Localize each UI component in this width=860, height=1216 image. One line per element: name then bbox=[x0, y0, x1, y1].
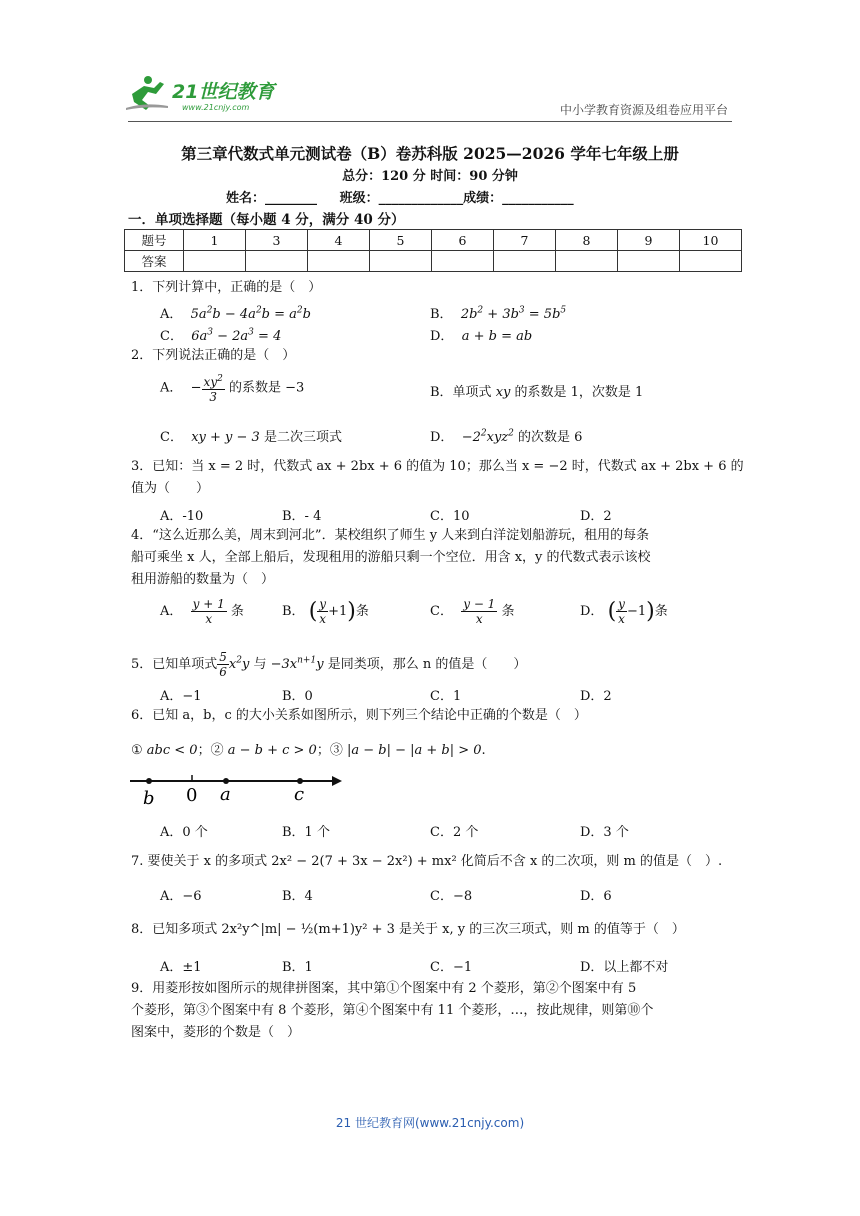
q4-option-d: D． ( $\frac{y}{x}$ −1)条 bbox=[580, 597, 668, 626]
label-0: 0 bbox=[186, 785, 198, 806]
section-heading: 一．单项选择题（每小题 4 分，满分 40 分） bbox=[128, 212, 405, 228]
q2-option-a: A． − $\frac{xy^2}{3}$ 的系数是 −3 bbox=[160, 374, 305, 404]
question-1: 1．下列计算中，正确的是（ ） bbox=[131, 280, 322, 295]
table-cell: 8 bbox=[556, 230, 618, 251]
answer-cell[interactable] bbox=[308, 251, 370, 272]
answer-cell[interactable] bbox=[432, 251, 494, 272]
question-8: 8．已知多项式 2x²y^|m| − ½(m+1)y² + 3 是关于 x, y 的三次三项式，则 m 的值等于（ ） bbox=[131, 922, 685, 937]
table-cell: 6 bbox=[432, 230, 494, 251]
q3-option-d: D．2 bbox=[580, 509, 612, 524]
exam-subtitle: 总分：120 分 时间：90 分钟 bbox=[342, 169, 518, 184]
question-5-tail: 是同类项，那么 n 的值是（ ） bbox=[323, 657, 527, 672]
q5-option-d: D．2 bbox=[580, 689, 612, 704]
answer-cell[interactable] bbox=[184, 251, 246, 272]
table-cell: 题号 bbox=[125, 230, 184, 251]
point-b bbox=[146, 778, 152, 784]
question-4-line-1: 4．“这么近那么美，周末到河北”．某校组织了师生 y 人来到白洋淀划船游玩，租用的每条 bbox=[131, 528, 650, 543]
answer-cell[interactable] bbox=[618, 251, 680, 272]
label-c: c bbox=[294, 784, 305, 805]
table-cell: 10 bbox=[680, 230, 742, 251]
q3-option-a: A．-10 bbox=[160, 509, 204, 524]
q7-option-c: C．−8 bbox=[430, 889, 473, 904]
table-cell: 答案 bbox=[125, 251, 184, 272]
table-cell: 5 bbox=[370, 230, 432, 251]
q5-option-b: B．0 bbox=[282, 689, 313, 704]
q5-option-c: C．1 bbox=[430, 689, 462, 704]
table-cell: 4 bbox=[308, 230, 370, 251]
site-logo bbox=[124, 72, 294, 114]
student-info-line: 姓名：________ 班级：_____________成绩：___________ bbox=[226, 191, 574, 206]
question-9-line-3: 图案中，菱形的个数是（ ） bbox=[131, 1025, 301, 1040]
q2-option-b: B．单项式 xy 的系数是 1，次数是 1 bbox=[430, 385, 644, 400]
label-a: a bbox=[220, 784, 231, 805]
question-9-line-2: 个菱形，第③个图案中有 8 个菱形，第④个图案中有 11 个菱形，…，按此规律，则第⑩个 bbox=[131, 1003, 654, 1018]
table-row bbox=[125, 230, 742, 251]
q6-option-a: A．0 个 bbox=[160, 825, 208, 840]
q2-option-d: D． $-2^2xyz^2$ 的次数是 6 bbox=[430, 428, 583, 445]
table-row bbox=[125, 251, 742, 272]
question-2: 2．下列说法正确的是（ ） bbox=[131, 348, 296, 363]
table-cell: 7 bbox=[494, 230, 556, 251]
question-5: 5．已知单项式 $\frac{5}{6}$ $x^2y$ 与 $-3x^{n+1}y$ 是同类项，那么 n 的值是（ ） bbox=[131, 650, 527, 679]
answer-cell[interactable] bbox=[370, 251, 432, 272]
question-4-line-2: 船可乘坐 x 人，全部上船后，发现租用的游船只剩一个空位．用含 x，y 的代数式表示该校 bbox=[131, 550, 651, 565]
q6-option-c: C．2 个 bbox=[430, 825, 479, 840]
question-6: 6．已知 a，b，c 的大小关系如图所示，则下列三个结论中正确的个数是（ ） bbox=[131, 708, 587, 723]
table-cell: 3 bbox=[246, 230, 308, 251]
q4-option-b: B． ( $\frac{y}{x}$ +1)条 bbox=[282, 597, 369, 626]
answer-cell[interactable] bbox=[246, 251, 308, 272]
table-cell: 1 bbox=[184, 230, 246, 251]
answer-cell[interactable] bbox=[680, 251, 742, 272]
q7-option-a: A．−6 bbox=[160, 889, 202, 904]
q8-option-b: B．1 bbox=[282, 960, 313, 975]
q3-option-c: C．10 bbox=[430, 509, 470, 524]
footer-link[interactable]: 21 世纪教育网(www.21cnjy.com) bbox=[335, 1116, 525, 1130]
q1-option-c: C． $6a^3 - 2a^3 = 4$ bbox=[160, 327, 282, 344]
number-line bbox=[128, 770, 348, 808]
q1-option-d: D． a + b = ab bbox=[430, 329, 533, 344]
question-3-line-2: 值为（ ） bbox=[131, 481, 210, 496]
q7-option-b: B．4 bbox=[282, 889, 313, 904]
q7-option-d: D．6 bbox=[580, 889, 612, 904]
table-cell: 9 bbox=[618, 230, 680, 251]
q1-option-a: A． $5a^2b - 4a^2b = a^2b$ bbox=[160, 305, 311, 322]
question-3-line-1: 3．已知：当 x = 2 时，代数式 ax + 2bx + 6 的值为 10；那么当 x = −2 时，代数式 ax + 2bx + 6 的 bbox=[131, 459, 744, 474]
question-9-line-1: 9．用菱形按如图所示的规律拼图案，其中第①个图案中有 2 个菱形，第②个图案中有 5 bbox=[131, 981, 637, 996]
q6-statements: ① abc < 0；② a − b + c > 0；③ |a − b| − |a + b| > 0. bbox=[131, 743, 486, 758]
q3-option-b: B．- 4 bbox=[282, 509, 322, 524]
question-7: 7. 要使关于 x 的多项式 2x² − 2(7 + 3x − 2x²) + mx² 化简后不含 x 的二次项，则 m 的值是（ ）. bbox=[131, 854, 723, 869]
header-divider bbox=[128, 121, 732, 122]
q8-option-d: D．以上都不对 bbox=[580, 960, 669, 975]
q1-option-b: B． $2b^2 + 3b^3 = 5b^5$ bbox=[430, 305, 567, 322]
q8-option-c: C．−1 bbox=[430, 960, 473, 975]
q4-option-c: C． $\frac{y - 1}{x}$ 条 bbox=[430, 597, 515, 626]
label-b: b bbox=[143, 788, 155, 808]
logo-url: www.21cnjy.com bbox=[182, 103, 250, 112]
answer-cell[interactable] bbox=[556, 251, 618, 272]
q5-option-a: A．−1 bbox=[160, 689, 202, 704]
q6-option-d: D．3 个 bbox=[580, 825, 629, 840]
answer-table bbox=[124, 229, 742, 272]
question-4-line-3: 租用游船的数量为（ ） bbox=[131, 572, 275, 587]
q6-option-b: B．1 个 bbox=[282, 825, 330, 840]
q2-option-c: C． xy + y − 3 是二次三项式 bbox=[160, 430, 342, 445]
logo-text: 21世纪教育 bbox=[172, 81, 275, 103]
header-platform-text: 中小学教育资源及组卷应用平台 bbox=[559, 103, 728, 117]
answer-cell[interactable] bbox=[494, 251, 556, 272]
q8-option-a: A．±1 bbox=[160, 960, 202, 975]
q4-option-a: A． $\frac{y + 1}{x}$ 条 bbox=[160, 597, 244, 626]
exam-title: 第三章代数式单元测试卷（B）卷苏科版 2025—2026 学年七年级上册 bbox=[181, 144, 679, 163]
